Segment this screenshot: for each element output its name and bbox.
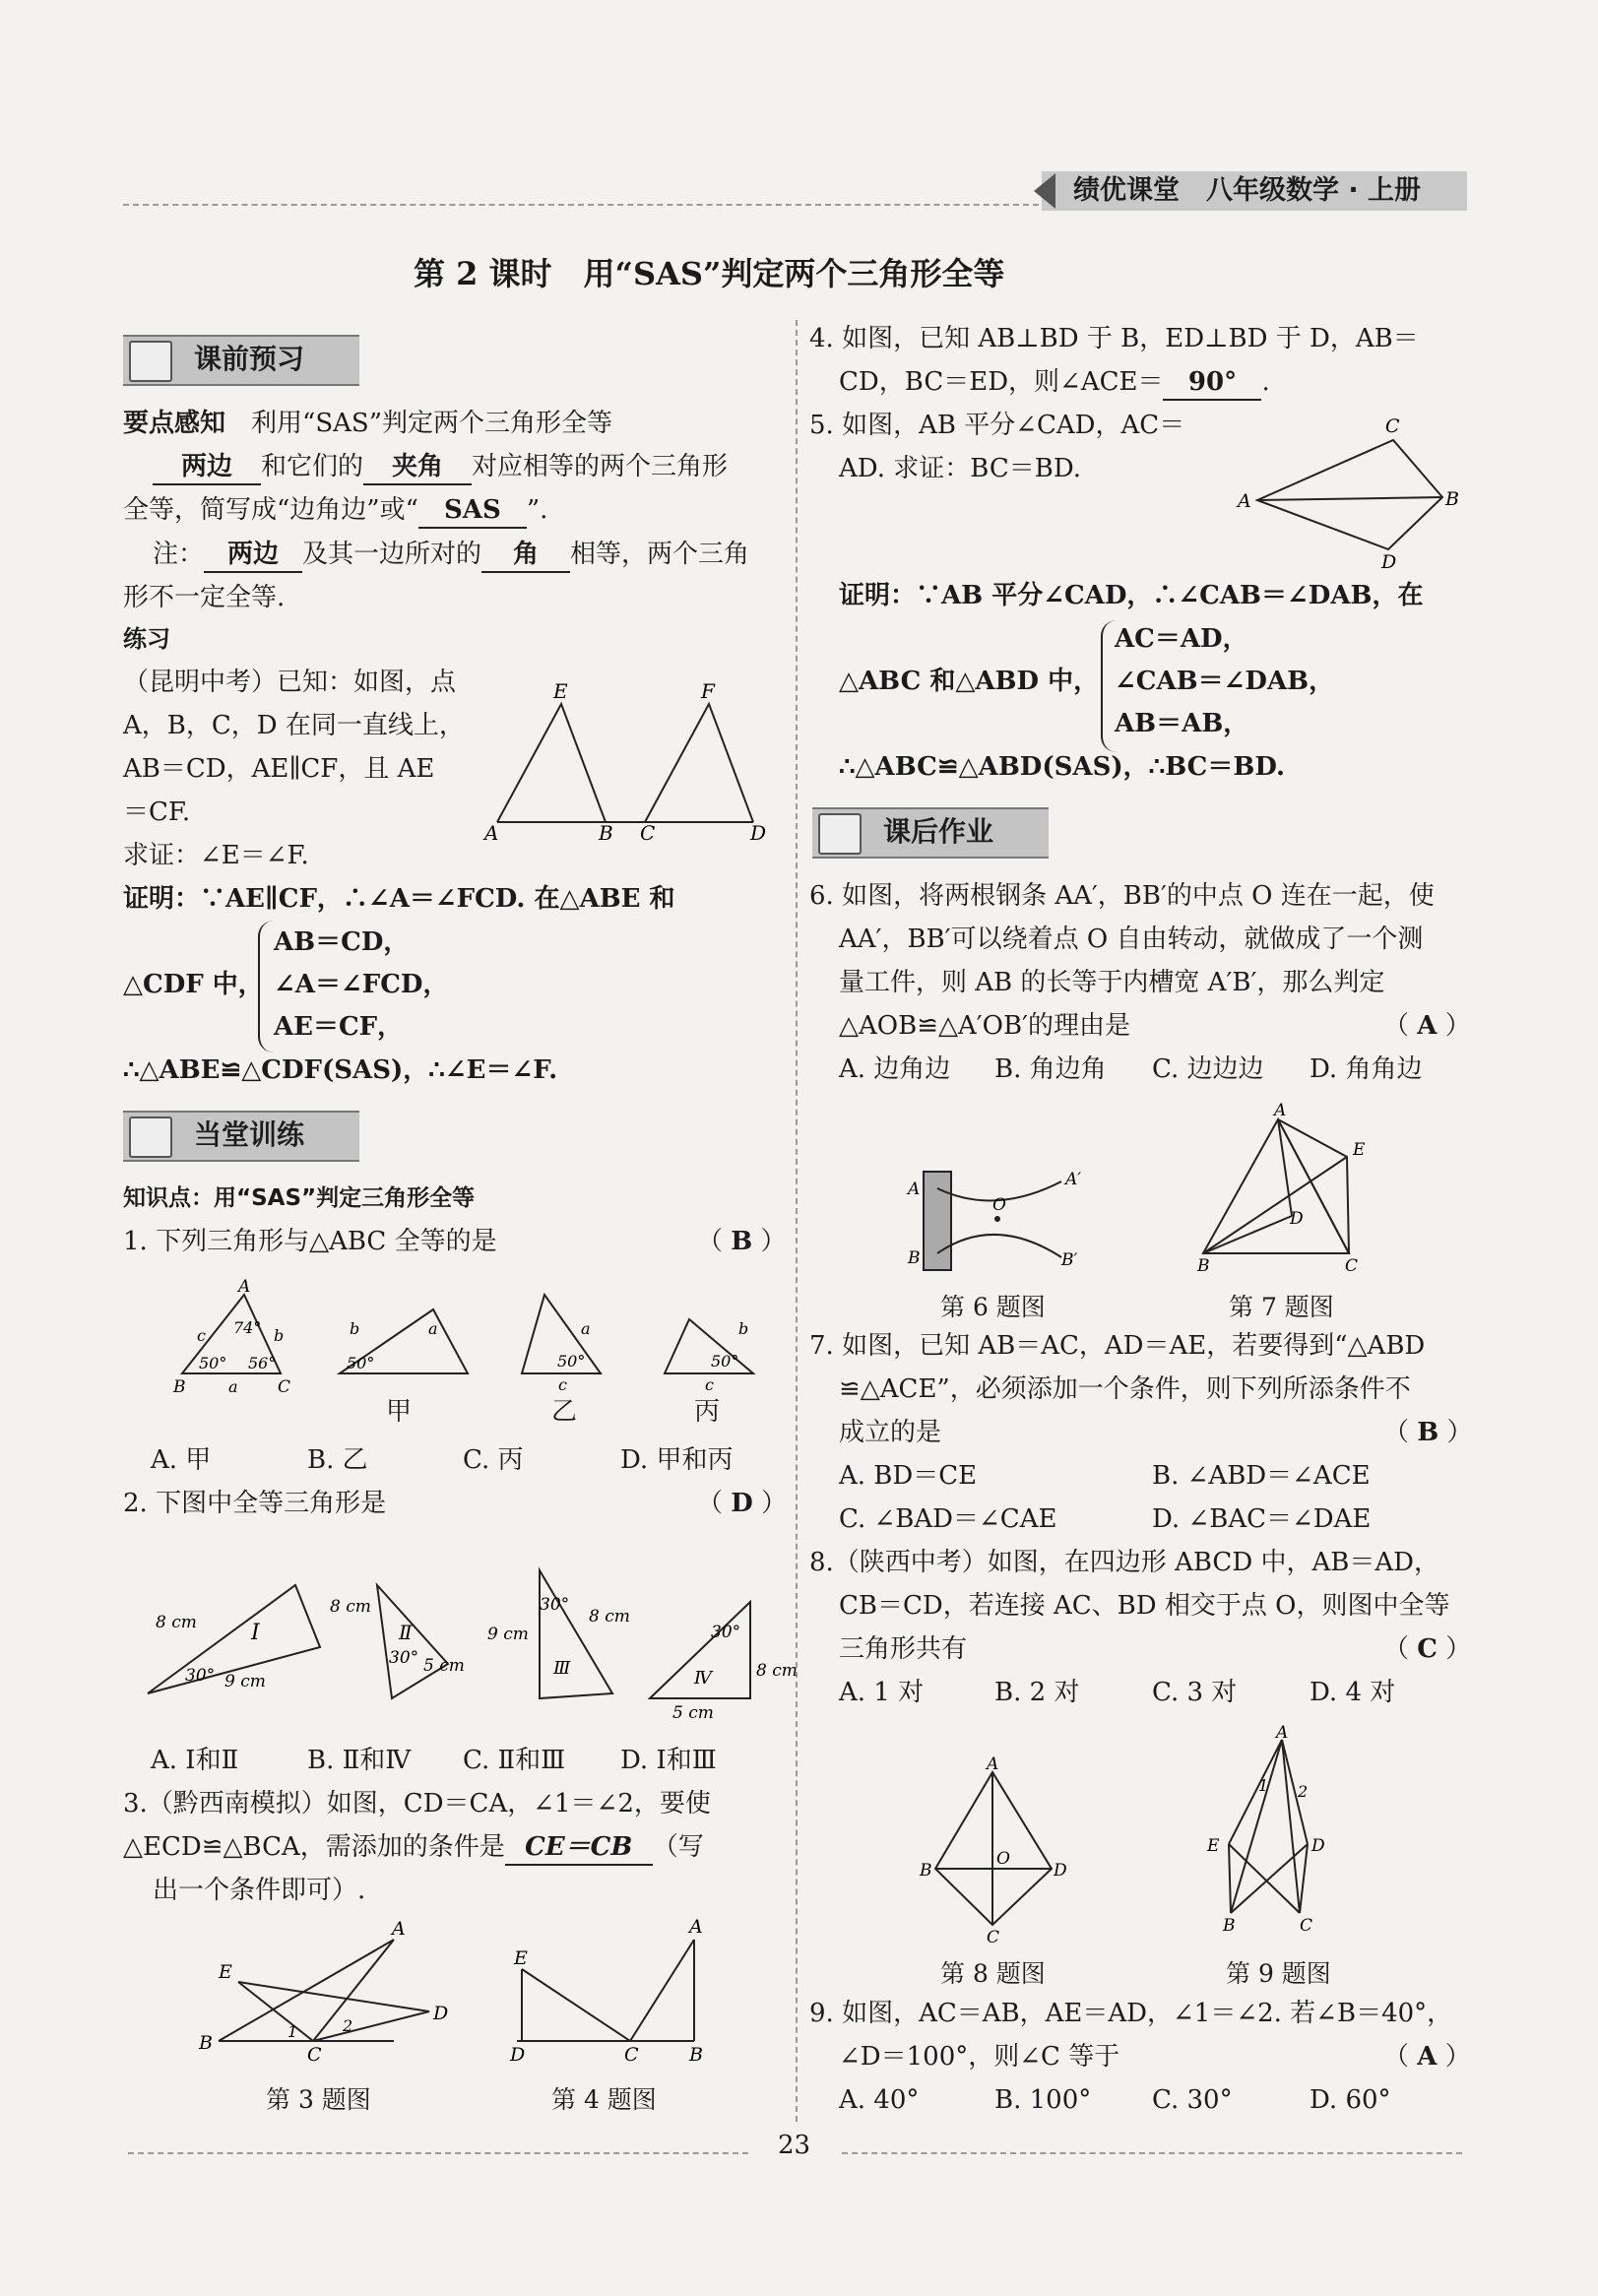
q8-option-a: A. 1 对: [839, 1678, 925, 1707]
q8-q9-figure: [916, 1723, 1329, 1947]
q3-line3: 出一个条件即可）.: [153, 1876, 366, 1905]
p5-end: ∴△ABC≌△ABD(SAS)，∴BC＝BD.: [839, 752, 1286, 782]
svg-text:A: A: [689, 1916, 703, 1938]
svg-text:a: a: [581, 1319, 591, 1338]
header-triangle-icon: [1034, 173, 1055, 209]
q6-option-c: C. 边边边: [1152, 1054, 1264, 1084]
section-preview: [123, 335, 359, 386]
svg-text:D: D: [750, 821, 767, 845]
q5-line2: AD. 求证：BC＝BD.: [839, 454, 1081, 483]
svg-text:8 cm: 8 cm: [156, 1613, 197, 1632]
q9-option-a: A. 40°: [839, 2085, 920, 2115]
svg-text:C: C: [640, 821, 656, 845]
q1-label-bing: 丙: [694, 1397, 721, 1427]
q3-line1: 3.（黔西南模拟）如图，CD＝CA，∠1＝∠2，要使: [123, 1789, 711, 1818]
section-classwork-label: 当堂训练: [194, 1118, 305, 1151]
svg-text:Ⅰ: Ⅰ: [251, 1621, 260, 1645]
svg-text:74°: 74°: [233, 1318, 262, 1337]
svg-text:E: E: [553, 679, 568, 703]
svg-text:B: B: [199, 2032, 213, 2054]
section-homework-label: 课后作业: [883, 815, 994, 848]
svg-text:C: C: [624, 2044, 639, 2066]
svg-text:50°: 50°: [347, 1354, 375, 1372]
q9-option-c: C. 30°: [1152, 2085, 1233, 2115]
svg-text:A: A: [484, 821, 499, 845]
svg-text:A: A: [987, 1754, 999, 1774]
svg-text:B: B: [1223, 1916, 1236, 1936]
p5-cond2: ∠CAB＝∠DAB，: [1115, 667, 1335, 696]
practice-figure: [482, 679, 778, 845]
svg-text:Ⅳ: Ⅳ: [694, 1668, 712, 1689]
q9-line2: ∠D＝100°，则∠C 等于: [839, 2042, 1120, 2072]
caption-fig3: 第 3 题图: [266, 2085, 371, 2114]
svg-text:2: 2: [1298, 1782, 1309, 1801]
q6-answer: （ A ）: [1383, 1011, 1471, 1041]
q7-line3: 成立的是: [839, 1418, 942, 1447]
svg-text:B: B: [1445, 488, 1459, 510]
svg-text:c: c: [558, 1375, 567, 1394]
proof-end: ∴△ABE≌△CDF(SAS)，∴∠E＝∠F.: [123, 1055, 558, 1085]
p5-cond3: AB＝AB，: [1115, 709, 1249, 738]
svg-text:8 cm: 8 cm: [756, 1661, 798, 1681]
q3-line2: △ECD≌△BCA，需添加的条件是 CE＝CB （写: [123, 1830, 704, 1866]
q1-figure: [167, 1277, 778, 1428]
q2-answer: （ D ）: [697, 1489, 788, 1518]
q9-option-d: D. 60°: [1310, 2085, 1391, 2115]
svg-text:Ⅱ: Ⅱ: [399, 1621, 413, 1644]
caption-fig9: 第 9 题图: [1226, 1959, 1331, 1988]
q8-option-c: C. 3 对: [1152, 1678, 1238, 1707]
svg-text:B: B: [908, 1248, 921, 1268]
footer-divider-left: [128, 2152, 748, 2154]
q1-option-a: A. 甲: [151, 1445, 212, 1475]
svg-text:1: 1: [1258, 1776, 1269, 1795]
p5-cond1: AC＝AD，: [1115, 624, 1248, 654]
svg-text:b: b: [738, 1319, 749, 1338]
q1-option-b: B. 乙: [307, 1445, 368, 1475]
svg-text:D: D: [1381, 551, 1397, 573]
q1-text: 1. 下列三角形与△ABC 全等的是: [123, 1227, 497, 1256]
page-title: 第 2 课时 用“SAS”判定两个三角形全等: [414, 255, 1005, 292]
q4-line2: CD，BC＝ED，则∠ACE＝ 90° .: [839, 365, 1270, 401]
section-classwork: [123, 1111, 359, 1162]
svg-text:B: B: [920, 1861, 932, 1881]
svg-text:B′: B′: [1061, 1250, 1078, 1270]
practice-q-l1: （昆明中考）已知：如图，点: [123, 668, 457, 697]
key-line2: 全等，简写成“边角边”或“ SAS ”.: [123, 493, 547, 529]
svg-text:D: D: [1311, 1836, 1325, 1856]
q6-option-a: A. 边角边: [839, 1054, 951, 1084]
svg-text:9 cm: 9 cm: [487, 1625, 529, 1644]
svg-text:C: C: [307, 2044, 322, 2066]
svg-text:9 cm: 9 cm: [224, 1672, 266, 1691]
svg-text:A: A: [1276, 1723, 1289, 1743]
proof-cond3: AE＝CF，: [274, 1012, 404, 1042]
q2-option-c: C. Ⅱ和Ⅲ: [463, 1746, 566, 1775]
q8-option-b: B. 2 对: [994, 1678, 1080, 1707]
q7-line1: 7. 如图，已知 AB＝AC，AD＝AE，若要得到“△ABD: [809, 1331, 1426, 1361]
svg-text:C: C: [1385, 415, 1400, 437]
pencil-icon: [129, 341, 172, 382]
column-divider: [796, 320, 798, 2122]
practice-q-l4: ＝CF.: [123, 797, 191, 827]
svg-text:A: A: [908, 1180, 921, 1199]
svg-text:b: b: [350, 1319, 360, 1338]
caption-fig4: 第 4 题图: [551, 2085, 657, 2114]
q7-line2: ≌△ACE”，必须添加一个条件，则下列所添条件不: [839, 1374, 1411, 1404]
svg-text:A: A: [1238, 490, 1251, 512]
svg-text:E: E: [219, 1961, 232, 1983]
svg-text:c: c: [197, 1326, 206, 1345]
q6-line1: 6. 如图，将两根钢条 AA′，BB′的中点 O 连在一起，使: [809, 881, 1435, 911]
note-line2: 形不一定全等.: [123, 583, 286, 612]
svg-text:D: D: [510, 2044, 526, 2066]
header-divider: [123, 204, 1039, 206]
q5-figure: [1236, 415, 1462, 573]
q6-option-d: D. 角角边: [1310, 1054, 1423, 1084]
q6-line2: AA′，BB′可以绕着点 O 自由转动，就做成了一个测: [839, 925, 1424, 954]
svg-text:56°: 56°: [248, 1354, 277, 1372]
svg-text:D: D: [1290, 1209, 1304, 1229]
footer-divider-right: [842, 2152, 1462, 2154]
q8-line2: CB＝CD，若连接 AC、BD 相交于点 O，则图中全等: [839, 1591, 1450, 1621]
notebook-icon: [129, 1116, 172, 1158]
page-number: 23: [778, 2131, 811, 2160]
p5-pre: △ABC 和△ABD 中，: [839, 667, 1100, 696]
svg-text:B: B: [689, 2044, 703, 2066]
q6-option-b: B. 角边角: [994, 1054, 1107, 1084]
q1-option-c: C. 丙: [463, 1445, 524, 1475]
svg-text:30°: 30°: [711, 1623, 741, 1642]
header-tag: 绩优课堂 八年级数学 · 上册: [1073, 175, 1422, 206]
svg-text:O: O: [996, 1849, 1010, 1869]
q6-line4: △AOB≌△A′OB′的理由是: [839, 1011, 1130, 1041]
svg-text:50°: 50°: [199, 1354, 227, 1372]
proof-line1: 证明：∵AE∥CF，∴∠A＝∠FCD. 在△ABE 和: [123, 884, 675, 914]
q2-option-a: A. Ⅰ和Ⅱ: [151, 1746, 239, 1775]
caption-fig7: 第 7 题图: [1229, 1293, 1334, 1321]
q4-line1: 4. 如图，已知 AB⊥BD 于 B，ED⊥BD 于 D，AB＝: [809, 324, 1419, 353]
svg-text:5 cm: 5 cm: [672, 1703, 714, 1723]
q2-text: 2. 下图中全等三角形是: [123, 1489, 387, 1518]
svg-text:B: B: [599, 821, 613, 845]
svg-text:D: D: [433, 2003, 449, 2024]
q6-line3: 量工件，则 AB 的长等于内槽宽 A′B′，那么判定: [839, 968, 1385, 997]
svg-text:E: E: [1353, 1140, 1366, 1160]
q8-option-d: D. 4 对: [1310, 1678, 1396, 1707]
svg-text:a: a: [228, 1377, 238, 1396]
q8-line1: 8.（陕西中考）如图，在四边形 ABCD 中，AB＝AD，: [809, 1548, 1439, 1577]
q9-answer: （ A ）: [1383, 2042, 1471, 2072]
q7-option-b: B. ∠ABD＝∠ACE: [1152, 1461, 1371, 1491]
svg-text:C: C: [1300, 1916, 1313, 1936]
svg-text:O: O: [992, 1195, 1006, 1215]
practice-q-l2: A，B，C，D 在同一直线上，: [123, 711, 465, 740]
svg-text:C: C: [987, 1928, 1000, 1947]
proof-pre: △CDF 中，: [123, 970, 264, 999]
svg-text:A: A: [1274, 1101, 1287, 1120]
q6-q7-figure: [896, 1101, 1388, 1276]
q5-line1: 5. 如图，AB 平分∠CAD，AC＝: [809, 411, 1185, 440]
q7-option-c: C. ∠BAD＝∠CAE: [839, 1504, 1057, 1534]
q9-option-b: B. 100°: [994, 2085, 1092, 2115]
key-points: 要点感知 利用“SAS”判定两个三角形全等: [123, 409, 613, 438]
section-preview-label: 课前预习: [194, 343, 305, 375]
q7-option-a: A. BD＝CE: [839, 1461, 978, 1491]
q2-option-d: D. Ⅰ和Ⅲ: [620, 1746, 717, 1775]
note-line1: 注： 两边 及其一边所对的 角 相等，两个三角: [153, 538, 749, 573]
svg-text:50°: 50°: [557, 1352, 586, 1371]
svg-text:B: B: [1197, 1256, 1210, 1276]
svg-text:C: C: [1345, 1256, 1359, 1276]
svg-text:A: A: [238, 1277, 251, 1297]
q2-figure: [148, 1541, 798, 1728]
svg-text:B: B: [173, 1377, 186, 1397]
svg-text:A: A: [392, 1918, 406, 1940]
svg-text:c: c: [705, 1375, 714, 1394]
book-icon: [818, 813, 862, 855]
knowledge-point: 知识点：用“SAS”判定三角形全等: [123, 1185, 476, 1211]
q8-answer: （ C ）: [1383, 1634, 1472, 1664]
svg-text:30°: 30°: [389, 1648, 419, 1668]
q3-q4-figure: [197, 1915, 729, 2066]
svg-text:E: E: [514, 1947, 528, 1969]
svg-text:30°: 30°: [540, 1595, 570, 1615]
svg-text:5 cm: 5 cm: [423, 1656, 465, 1676]
q9-line1: 9. 如图，AC＝AB，AE＝AD，∠1＝∠2. 若∠B＝40°，: [809, 1999, 1453, 2028]
svg-text:E: E: [1207, 1836, 1220, 1856]
svg-text:8 cm: 8 cm: [330, 1597, 371, 1617]
q1-label-jia: 甲: [386, 1397, 413, 1427]
practice-q-l5: 求证：∠E＝∠F.: [123, 841, 309, 870]
caption-fig8: 第 8 题图: [940, 1959, 1046, 1988]
key-line1: 两边 和它们的 夹角 对应相等的两个三角形: [153, 450, 728, 485]
practice-label: 练习: [123, 625, 170, 653]
p5-line1: 证明：∵AB 平分∠CAD，∴∠CAB＝∠DAB，在: [839, 581, 1424, 610]
caption-fig6: 第 6 题图: [940, 1293, 1046, 1321]
q7-answer: （ B ）: [1383, 1418, 1473, 1447]
practice-q-l3: AB＝CD，AE∥CF，且 AE: [123, 754, 435, 784]
q1-label-yi: 乙: [551, 1397, 578, 1427]
svg-text:30°: 30°: [185, 1666, 216, 1686]
svg-text:1: 1: [288, 2022, 298, 2041]
svg-text:50°: 50°: [711, 1352, 739, 1371]
svg-text:C: C: [278, 1377, 291, 1397]
section-homework: [812, 807, 1049, 859]
q2-option-b: B. Ⅱ和Ⅳ: [307, 1746, 412, 1775]
q1-option-d: D. 甲和丙: [620, 1445, 734, 1475]
q1-answer: （ B ）: [697, 1227, 787, 1256]
svg-text:A′: A′: [1065, 1170, 1082, 1189]
svg-text:F: F: [701, 679, 715, 703]
q8-line3: 三角形共有: [839, 1634, 968, 1664]
q7-option-d: D. ∠BAC＝∠DAE: [1152, 1504, 1372, 1534]
proof-cond2: ∠A＝∠FCD，: [274, 970, 449, 999]
svg-text:D: D: [1054, 1861, 1067, 1881]
proof-cond1: AB＝CD，: [274, 927, 410, 957]
svg-text:a: a: [428, 1319, 438, 1338]
svg-text:2: 2: [343, 2016, 353, 2035]
svg-text:b: b: [274, 1326, 285, 1345]
svg-text:Ⅲ: Ⅲ: [553, 1658, 571, 1679]
svg-text:8 cm: 8 cm: [589, 1607, 630, 1626]
